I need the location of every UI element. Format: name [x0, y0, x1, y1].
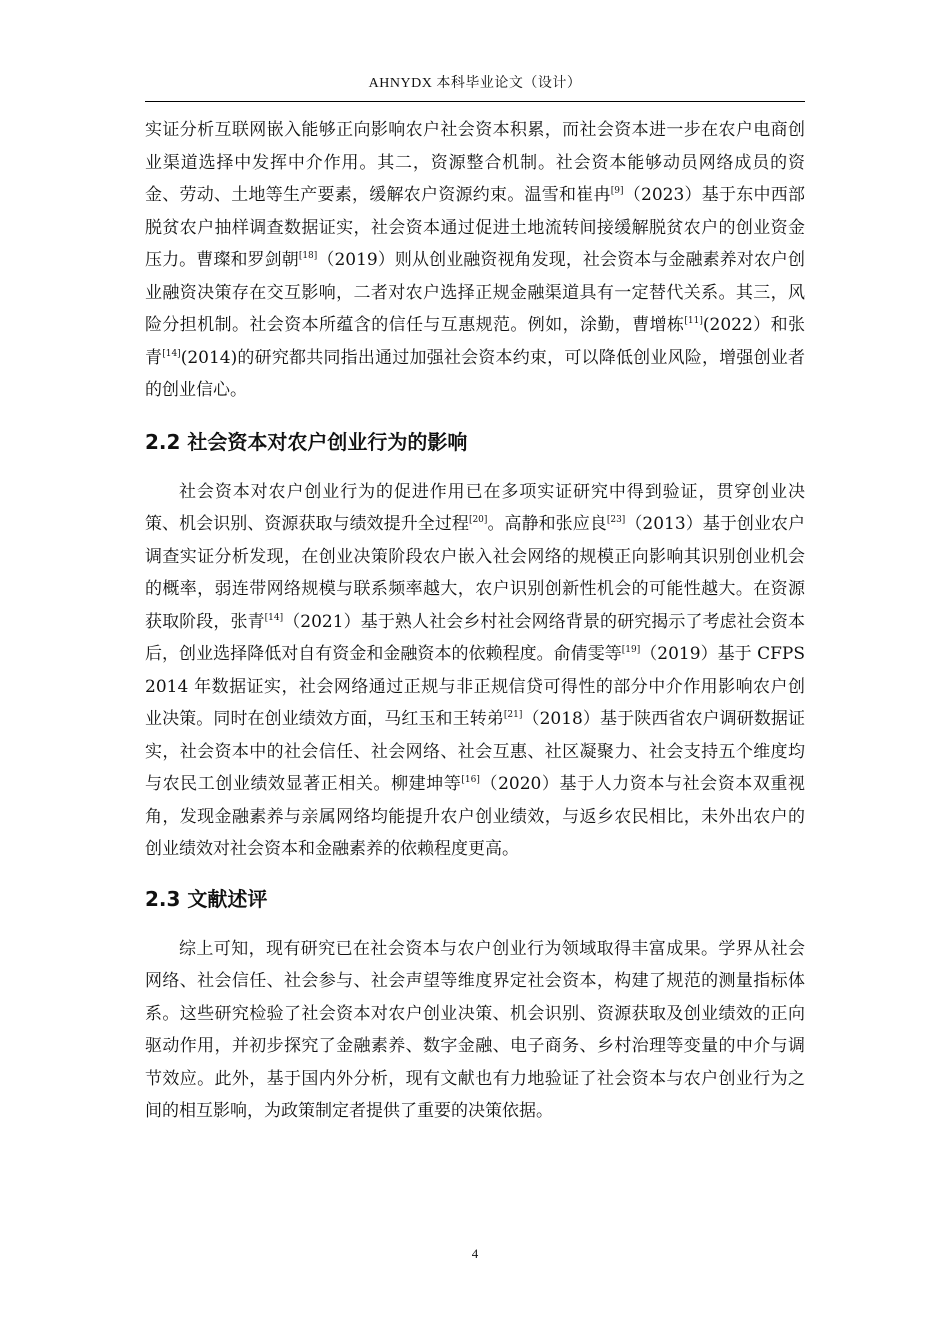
- citation: [9]: [610, 186, 624, 196]
- citation: [21]: [503, 710, 523, 720]
- text-run: （2019）基于 CFPS 2014 年数据证实，社会网络通过正规与非正规信贷可得性的部分中介作用影响农户创业决策。同时在创业绩效方面，马红玉和王转弟: [145, 644, 805, 729]
- text-run: （2018）基于陕西省农户调研数据证实，社会资本中的社会信任、社会网络、社会互惠、社区凝聚力、社会支持五个维度均与农民工创业绩效显著正相关。柳建坤等: [145, 709, 806, 794]
- paragraph-literature-review: 综上可知，现有研究已在社会资本与农户创业行为领域取得丰富成果。学界从社会网络、社会信任、社会参与、社会声望等维度界定社会资本，构建了规范的测量指标体系。这些研究检验了社会资本对农户创业决策、机会识别、资源获取及创业绩效的正向驱动作用，并初步探究了金融素养、数字金融、电子商务、乡村治理等变量的中介与调节效应。此外，基于国内外分析，现有文献也有力地验证了社会资本与农户创业行为之间的相互影响，为政策制定者提供了重要的决策依据。: [145, 938, 805, 1121]
- paragraph-entrepreneurship-effects: [145, 476, 805, 866]
- text-run: (2022）和张青: [145, 315, 806, 368]
- text-run: (2014)的研究都共同指出通过加强社会资本约束，可以降低创业风险，增强创业者的创业信心。: [145, 347, 806, 400]
- citation: [11]: [684, 316, 703, 326]
- citation: [16]: [461, 775, 480, 785]
- text-run: 。高静和张应良: [487, 514, 607, 534]
- section-heading-2-2: 2.2 社会资本对农户创业行为的影响: [145, 429, 468, 454]
- paragraph-social-capital-mechanisms: [145, 114, 805, 407]
- text-run: （2013）基于创业农户调查实证分析发现，在创业决策阶段农户嵌入社会网络的规模正向影响其识别创业机会的概率，弱连带网络规模与联系频率越大，农户识别创新性机会的可能性越大。在资源获取阶段，张青: [145, 514, 806, 632]
- section-heading-2-3: 2.3 文献述评: [145, 886, 268, 911]
- text-run: 实证分析互联网嵌入能够正向影响农户社会资本积累，而社会资本进一步在农户电商创业渠道选择中发挥中介作用。其二，资源整合机制。社会资本能够动员网络成员的资金、劳动、土地等生产要素，缓解农户资源约束。温雪和崔冉: [145, 120, 805, 205]
- running-header: AHNYDX 本科毕业论文（设计）: [368, 76, 582, 91]
- header-rule: [145, 101, 805, 102]
- text-run: 社会资本对农户创业行为的促进作用已在多项实证研究中得到验证，贯穿创业决策、机会识别、资源获取与绩效提升全过程: [145, 481, 805, 534]
- text-run: （2023）基于东中西部脱贫农户抽样调查数据证实，社会资本通过促进土地流转间接缓解脱贫农户的创业资金压力。曹璨和罗剑朝: [145, 185, 806, 270]
- text-run: （2021）基于熟人社会乡村社会网络背景的研究揭示了考虑社会资本后，创业选择降低对自有资金和金融资本的依赖程度。俞倩雯等: [145, 611, 806, 664]
- citation: [20]: [468, 515, 488, 525]
- citation: [18]: [298, 251, 318, 261]
- text-run: （2019）则从创业融资视角发现，社会资本与金融素养对农户创业融资决策存在交互影响，二者对农户选择正规金融渠道具有一定替代关系。其三，风险分担机制。社会资本所蕴含的信任与互惠规范。例如，涂勤，曹增栋: [145, 250, 805, 335]
- page-number: 4: [471, 1246, 479, 1261]
- citation: [23]: [606, 515, 626, 525]
- citation: [14]: [264, 612, 284, 623]
- citation: [14]: [162, 348, 181, 359]
- text-run: （2020）基于人力资本与社会资本双重视角，发现金融素养与亲属网络均能提升农户创业绩效，与返乡农民相比，未外出农户的创业绩效对社会资本和金融素养的依赖程度更高。: [145, 774, 806, 859]
- page-body: [145, 114, 805, 1128]
- citation: [19]: [621, 645, 641, 655]
